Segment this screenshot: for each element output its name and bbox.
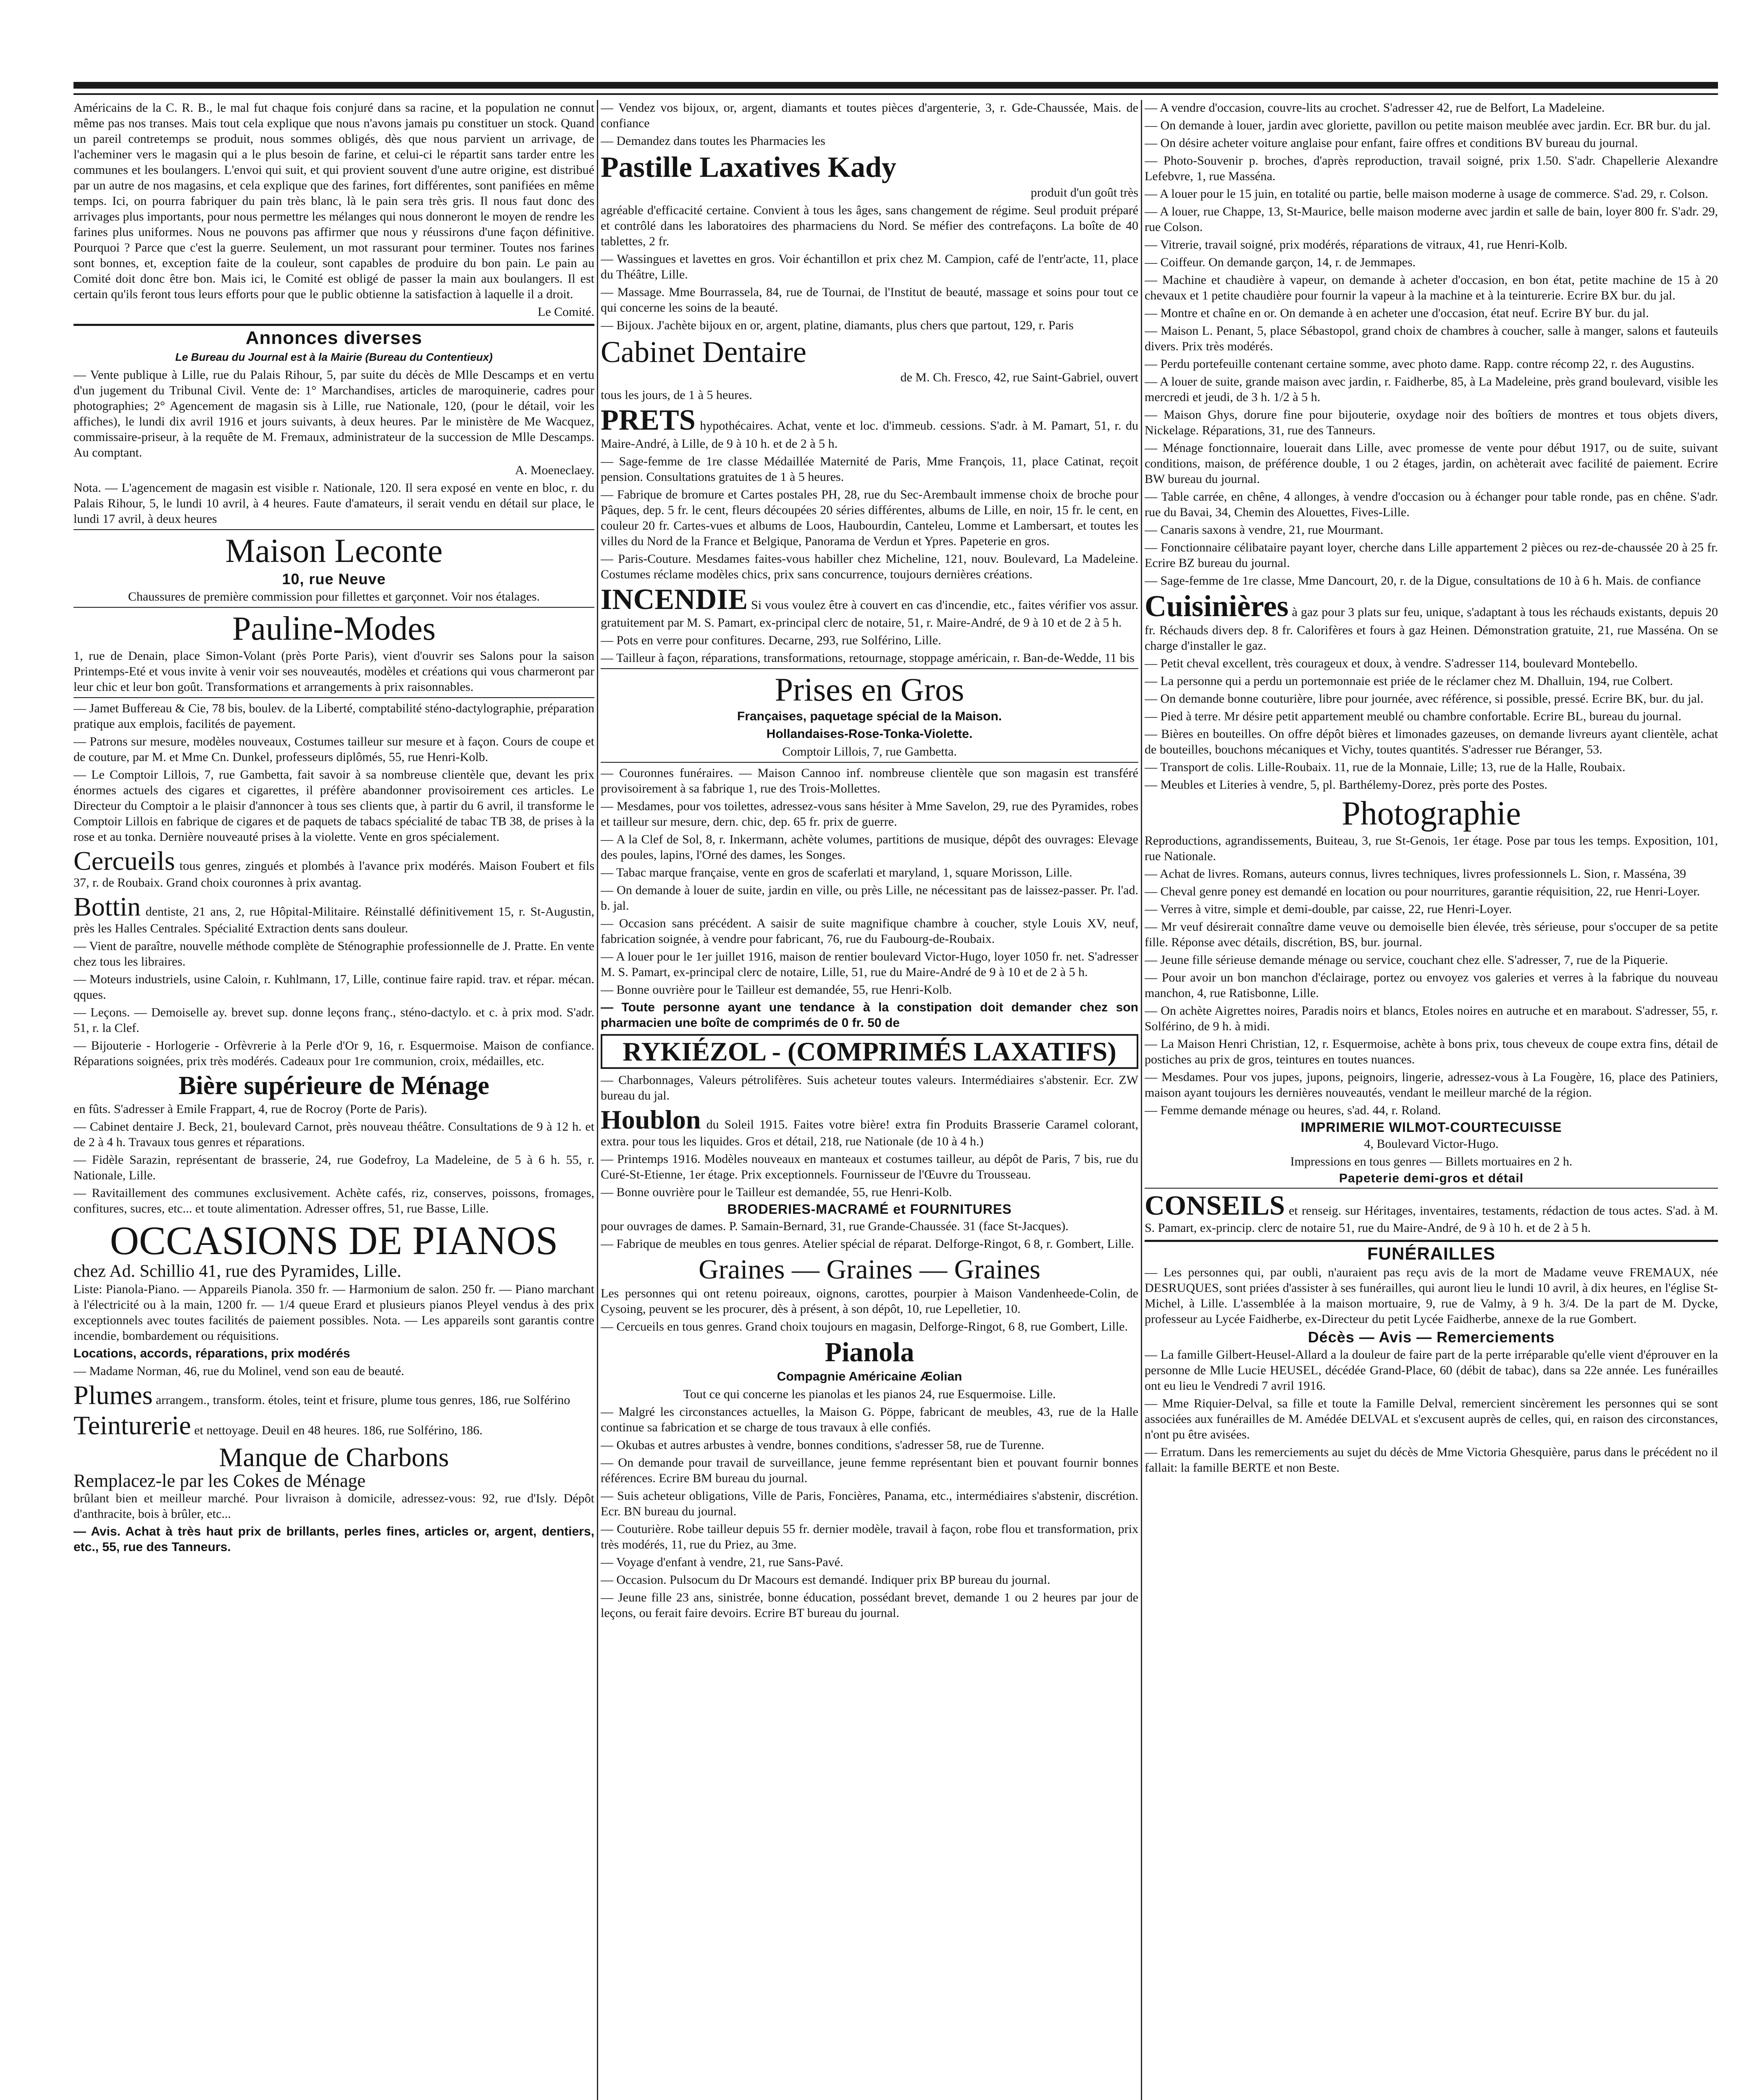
classified-ad: — A vendre d'occasion, couvre-lits au crochet. S'adresser 42, rue de Belfort, La Madeleine. [1145, 101, 1605, 115]
classified-ad: — Moteurs industriels, usine Caloin, r. Kuhlmann, 17, Lille, continue faire rapid. trav. et répar. mécan. qques. [74, 972, 594, 1002]
ads-list [601, 1151, 1138, 1200]
classified-ad: — Mr veuf désirerait connaître dame veuve ou demoiselle bien élevée, très sérieuse, pour s'occuper de sa petite fille. Réponse avec détails, discrétion, BS, bur. journal. [1145, 919, 1718, 949]
classified-ad: — A louer de suite, grande maison avec jardin, r. Faidherbe, 85, à La Madeleine, près grand boulevard, visible les mercredi et jeudi, de 3 h. 1/2 à 5 h. [1145, 375, 1718, 404]
teinturerie-text: et nettoyage. Deuil en 48 heures. 186, rue Solférino, 186. [194, 1423, 483, 1438]
classified-ad: — Ravitaillement des communes exclusivement. Achète cafés, riz, conserves, poissons, fromages, confitures, sucres, etc... et toute alimentation. Adresser offres, 51, rue Basse, Lille. [74, 1186, 594, 1216]
plumes-word: Plumes [74, 1380, 153, 1410]
classified-ad: — Le Comptoir Lillois, 7, rue Gambetta, fait savoir à sa nombreuse clientèle que, devant les prix énormes actuels des cigares et cigarettes, il préfère abandonner provisoirement ces articles. Le Directeur du Comptoir a le plaisir d'annoncer à tous ses clients que, à partir du 6 avril, il transforme le Comptoir Lillois en fabrique de cigares et de paquets de tabacs spécialité de tabac TB 38, de prises à la rose et au tonka. Dernière nouveauté prises à la violette. Vente en gros spécialement. [74, 767, 594, 844]
pianola-sub: Compagnie Américaine Æolian [777, 1369, 962, 1383]
ads-list [1145, 1347, 1718, 1475]
classified-ad: — La Maison Henri Christian, 12, r. Esquermoise, achète à bons prix, tous cheveux de coupe extra fins, détail de postiches au prix de gros, teintures en toutes nuances. [1145, 1037, 1718, 1066]
classified-ad: — Canaris saxons à vendre, 21, rue Mourmant. [1145, 523, 1384, 537]
classified-ad: — Occasion sans précédent. A saisir de suite magnifique chambre à coucher, style Louis XV, neuf, fabrication soignée, à vendre pour fabricant, 76, rue du Faubourg-de-Roubaix. [601, 916, 1138, 946]
classified-ad: — Ménage fonctionnaire, louerait dans Lille, avec promesse de vente pour début 1917, ou de suite, suivant conditions, maison, de préférence double, 1 ou 2 étages, jardin, on achèterait avec facilité de paiement. Ecrire BW bureau du journal. [1145, 441, 1718, 486]
biere-text: en fûts. S'adresser à Emile Frappart, 4, rue de Rocroy (Porte de Paris). [74, 1102, 427, 1116]
pianos-title: OCCASIONS DE PIANOS [110, 1218, 558, 1263]
ads-list [74, 1119, 594, 1216]
column-3 [1145, 100, 1718, 2100]
ads-list [601, 765, 1138, 998]
classified-ad: — Tailleur à façon, réparations, transformations, retournage, stoppage américain, r. Ban-de-Wedde, 11 bis [601, 651, 1135, 665]
teinturerie-word: Teinturerie [74, 1410, 191, 1441]
classified-ad: — Mesdames, pour vos toilettes, adressez-vous sans hésiter à Mme Savelon, 29, rue des Pyramides, robes et tailleur sur mesure, dern. chic, dep. 65 fr. prix de guerre. [601, 799, 1138, 829]
classified-ad: — Fabrique de bromure et Cartes postales PH, 28, rue du Sec-Arembault immense choix de broche pour Pâques, dep. 5 fr. le cent, fleurs découpées 20 séries différentes, albums de Lille, en noir, 15 fr. le cent, en couleur 20 fr. Cartes-vues et albums de Loos, Haubourdin, Canteleu, Lomme et Lambersart, et toutes les villes du Nord de la France et Belgique, Panorama de Verdun et Ypres. Papeterie en gros. [601, 487, 1138, 548]
cercueils-ad [74, 847, 594, 890]
cokes-line: Remplacez-le par les Cokes de Ménage [74, 1470, 366, 1491]
divider [74, 697, 594, 698]
classified-ad: — Jamet Buffereau & Cie, 78 bis, boulev. de la Liberté, comptabilité sténo-dactylographie, préparation pratique aux emplois, facilités de payement. [74, 701, 594, 731]
classified-ad: — Sage-femme de 1re classe Médaillée Maternité de Paris, Mme François, 11, place Catinat, reçoit pension. Consultations gratuites de 1 à 5 heures. [601, 454, 1138, 484]
pianos-chez: chez Ad. Schillio 41, rue des Pyramides, Lille. [74, 1262, 402, 1281]
deces-heading: Décès — Avis — Remerciements [1308, 1328, 1555, 1346]
cabinet-text: tous les jours, de 1 à 5 heures. [601, 388, 752, 402]
classified-ad: — Couronnes funéraires. — Maison Cannoo inf. nombreuse clientèle que son magasin est transféré provisoirement à sa fabrique 1, rue des Trois-Mollettes. [601, 766, 1138, 795]
leconte-text: Chaussures de première commission pour fillettes et garçonnet. Voir nos étalages. [128, 589, 540, 604]
classified-ad: — Coiffeur. On demande garçon, 14, r. de Jemmapes. [1145, 255, 1416, 269]
wilmot-title: IMPRIMERIE WILMOT-COURTECUISSE [1300, 1119, 1562, 1135]
cokes-text: brûlant bien et meilleur marché. Pour livraison à domicile, adressez-vous: 92, rue d'Isly. Dépôt d'anthracite, bois à brûler, etc... [74, 1491, 594, 1521]
divider [74, 324, 594, 326]
classified-ad: — Paris-Couture. Mesdames faites-vous habiller chez Micheline, 121, nouv. Boulevard, La Madeleine. Costumes réclame modèles chics, prix sans concurrence, toujours dernières créations. [601, 551, 1138, 581]
classified-ad: — On achète Aigrettes noires, Paradis noirs et blancs, Etoles noires en autruche et en marabout. S'adresser, 55, r. Solférino, de 9 h. à midi. [1145, 1003, 1718, 1033]
pastille-title: Pastille Laxatives Kady [601, 151, 896, 184]
classified-ad: — Cercueils en tous genres. Grand choix toujours en magasin, Delforge-Ringot, 6 8, rue Gombert, Lille. [601, 1320, 1128, 1334]
cuisinieres-ad [1145, 591, 1718, 654]
divider [601, 668, 1138, 669]
houblon-word: Houblon [601, 1105, 701, 1135]
classified-ad: — Erratum. Dans les remerciements au sujet du décès de Mme Victoria Ghesquière, parus dans le précédent no il fallait: la famille BERTE et non Beste. [1145, 1445, 1718, 1475]
column-2 [601, 100, 1138, 2100]
photo-title: Photographie [1342, 795, 1521, 832]
cabinet-title: Cabinet Dentaire [601, 335, 806, 369]
houblon-ad [601, 1105, 1138, 1149]
classified-ad: — Demandez dans toutes les Pharmacies les [601, 134, 825, 148]
cabinet-small: de M. Ch. Fresco, 42, rue Saint-Gabriel, ouvert [900, 370, 1138, 385]
classified-ad: — Pour avoir un bon manchon d'éclairage, portez ou envoyez vos galeries et verres à la fabrique du nouveau manchon, 4, rue Ratisbonne, Lille. [1145, 970, 1718, 1000]
comite-article: Américains de la C. R. B., le mal fut chaque fois conjuré dans sa racine, et la population ne connut même pas nos transes. Mais tout cela explique que nous n'avons jamais pu constituer un stock. Quand un pareil contretemps se produit, nous sommes obligés, dès que nous parvient un arrivage, de l'acheminer vers le magasin qui a le plus besoin de farine, et celui-ci le répartit sans tarder entre les communes et les boulangers. L'envoi qui suit, et qui provient souvent d'une autre origine, est distribué par un autre de nos magasins, et cela explique que des farines, fort différentes, sont panifiées en même temps. Ici, on pourra fabriquer du pain très blanc, là le pain sera très gris. Il nous faut donc des arrivages plus importants, pour nous permettre les mélanges qui nous donneront le moyen de rendre les farines plus uniformes. Nous ne pouvons pas affirmer que nous y réussirons d'une façon définitive. Pourquoi ? Parce que c'est la guerre. Seulement, un mot rassurant pour terminer. Toutes nos farines sont bonnes, et, exception faite de la couleur, sont capables de produire du bon pain. Le pain au Comité doit donc être bon. Mais ici, le Comité est obligé de passer la main aux boulangers. Il est certain qu'ils feront tous leurs efforts pour que le public obtienne la satisfaction à laquelle il a droit. [74, 101, 594, 301]
divider [74, 529, 594, 530]
funerailles-text: — Les personnes qui, par oubli, n'auraient pas reçu avis de la mort de Madame veuve FREMAUX, née DESRUQUES, sont priées d'assister à ses funérailles, qui auront lieu le lundi 10 avril, à dix heures, en l'église St-Michel, à Lille. L'assemblée à la maison mortuaire, 9, rue de Valmy, à 9 h. 3/4. De la part de M. Dycke, professeur au Lycée Faidherbe, ex-Directeur du petit Lycée Faidherbe, annexe de la rue Gombert. [1145, 1265, 1718, 1326]
prets-ad [601, 405, 1138, 452]
ads-list [601, 1319, 1138, 1334]
vente-signature: A. Moeneclaey. [515, 463, 594, 478]
ads-list [601, 1236, 1138, 1252]
leconte-address: 10, rue Neuve [282, 570, 386, 588]
leconte-title: Maison Leconte [225, 533, 443, 570]
classified-ad: — On désire acheter voiture anglaise pour enfant, faire offres et conditions BV bureau du journal. [1145, 136, 1638, 150]
cercueils-word: Cercueils [74, 845, 175, 876]
classified-ad: — Printemps 1916. Modèles nouveaux en manteaux et costumes tailleur, au dépôt de Paris, 7 bis, rue du Curé-St-Etienne, 1er étage. Prix exceptionnels. Fournisseur de l'Œuvre du Trousseau. [601, 1152, 1138, 1182]
pianola-title: Pianola [825, 1337, 914, 1368]
classified-ad: — Vitrerie, travail soigné, prix modérés, réparations de vitraux, 41, rue Henri-Kolb. [1145, 238, 1568, 252]
ads-list [601, 1072, 1138, 1103]
column-rule [1141, 100, 1142, 2100]
funerailles-heading: FUNÉRAILLES [1367, 1243, 1495, 1263]
classified-ad: — On demande pour travail de surveillance, jeune femme représentant bien et pouvant fournir bonnes références. Ecrire BM bureau du journal. [601, 1455, 1138, 1485]
classified-ad: — Bières en bouteilles. On offre dépôt bières et limonades gazeuses, on demande livreurs ayant clientèle, achat de bouteilles, bouchons mécaniques et Vichy, toutes quantités. S'adresser rue Béranger, 53. [1145, 727, 1718, 756]
achat-ad: — Avis. Achat à très haut prix de brillants, perles fines, articles or, argent, dentiers, etc., 55, rue des Tanneurs. [74, 1524, 594, 1554]
divider [74, 607, 594, 608]
annonces-heading: Annonces diverses [245, 328, 423, 348]
classified-ad: — A louer pour le 1er juillet 1916, maison de rentier boulevard Victor-Hugo, loyer 1050 fr. net. S'adresser M. S. Pamart, ex-principal clerc de notaire, Lille, 51, rue du Maire-André de 9 à 10 et de 2 à 5 h. [601, 949, 1138, 979]
conseils-word: CONSEILS [1145, 1190, 1285, 1221]
classified-ad: — Cabinet dentaire J. Beck, 21, boulevard Carnot, près nouveau théâtre. Consultations de 9 à 12 h. et de 2 à 4 h. Travaux tous genres et réparations. [74, 1120, 594, 1150]
classified-ad: — Meubles et Literies à vendre, 5, pl. Barthélemy-Dorez, près porte des Postes. [1145, 777, 1547, 792]
photo-text: Reproductions, agrandissements, Buiteau, 3, rue St-Genois, 1er étage. Pose par tous les temps. Exposition, 101, rue Nationale. [1145, 833, 1718, 863]
prets-word: PRETS [601, 404, 696, 437]
ads-list [601, 100, 1138, 149]
graines-text: Les personnes qui ont retenu poireaux, oignons, carottes, pourpier à Maison Vandenheede-Colin, de Cysoing, peuvent se les procurer, dès à présent, à son dépôt, 10, rue Lepelletier, 10. [601, 1286, 1138, 1316]
classified-ad: — Mme Riquier-Delval, sa fille et toute la Famille Delval, remercient sincèrement les personnes qui se sont associées aux funérailles de M. Amédée DELVAL et s'excusent auprès de celles, qui, en raison des circonstances, n'ont pu être avisées. [1145, 1396, 1718, 1441]
nota-ad: Nota. — L'agencement de magasin est visible r. Nationale, 120. Il sera exposé en vente en bloc, r. du Palais Rihour, 5, le lundi 10 avril, à 4 heures. Faute d'amateurs, il serait vendu en détail sur place, le lundi 17 avril, à deux heures [74, 481, 594, 526]
wilmot-addr: 4, Boulevard Victor-Hugo. [1364, 1137, 1499, 1151]
houblon-text: du Soleil 1915. Faites votre bière! extra fin Produits Brasserie Caramel colorant, extra. pour tous les liquides. Gros et détail, 218, rue Nationale (de 10 à 4 h.) [601, 1118, 1138, 1149]
prises-line1: Françaises, paquetage spécial de la Maison. [737, 709, 1002, 723]
classified-ad: — Pots en verre pour confitures. Decarne, 293, rue Solférino, Lille. [601, 633, 941, 648]
incendie-word: INCENDIE [601, 583, 748, 616]
bureau-line: Le Bureau du Journal est à la Mairie (Bureau du Contentieux) [175, 351, 493, 364]
classified-ad: — Sage-femme de 1re classe, Mme Dancourt, 20, r. de la Digue, consultations de 10 à 6 h. Mais. de confiance [1145, 574, 1701, 588]
pauline-text: 1, rue de Denain, place Simon-Volant (près Porte Paris), vient d'ouvrir ses Salons pour la saison Printemps-Eté et vous invite à venir voir ses nouveautés, modèles et créations qui vous charmeront par leur chic et leur bon goût. Transformations et arrangements à prix raisonnables. [74, 648, 594, 694]
column-rule [597, 100, 598, 2100]
pastille-small: produit d'un goût très [1030, 185, 1138, 200]
conseils-text: et renseig. sur Héritages, inventaires, testaments, rédaction de tous actes. S'ad. à M. S. Pamart, ex-princip. clerc de notaire 51, rue du Maire-André, de 9 à 10 h. et de 2 à 5 h. [1145, 1203, 1718, 1235]
classified-ad: — Achat de livres. Romans, auteurs connus, livres techniques, livres professionnels L. Sion, r. Masséna, 39 [1145, 866, 1686, 881]
teinturerie-ad [74, 1411, 594, 1439]
pauline-title: Pauline-Modes [232, 610, 436, 647]
cercueils-text: tous genres, zingués et plombés à l'avance prix modérés. Maison Foubert et fils 37, r. de Roubaix. Grand choix couronnes à prix avantag. [74, 858, 594, 890]
ads-list [1145, 866, 1718, 1118]
ads-list [1145, 656, 1718, 793]
ads-list [601, 1404, 1138, 1621]
wilmot-text: Impressions en tous genres — Billets mortuaires en 2 h. [1290, 1155, 1573, 1169]
column-1 [74, 100, 594, 2100]
classified-ad: — Fidèle Sarazin, représentant de brasserie, 24, rue Godefroy, La Madeleine, de 5 à 6 h. 55, r. Nationale, Lille. [74, 1153, 594, 1183]
classified-ad: — Fonctionnaire célibataire payant loyer, cherche dans Lille appartement 2 pièces ou rez-de-chaussée 20 à 25 fr. Ecrire BZ bureau du journal. [1145, 541, 1718, 570]
ads-list [601, 633, 1138, 666]
classified-ad: — Malgré les circonstances actuelles, la Maison G. Pöppe, fabricant de meubles, 43, rue de la Halle continue sa fabrication et se charge de tous travaux à elle confiés. [601, 1404, 1138, 1434]
classified-ad: — Maison L. Penant, 5, place Sébastopol, grand choix de chambres à coucher, salle à manger, salons et fauteuils divers. Prix très modérés. [1145, 324, 1718, 353]
divider [1145, 1240, 1718, 1242]
classified-ad: — A louer, rue Chappe, 13, St-Maurice, belle maison moderne avec jardin et salle de bain, loyer 800 fr. S'adr. 29, rue Colson. [1145, 205, 1718, 234]
classified-ad: — On demande bonne couturière, libre pour journée, avec référence, si possible, pressé. Ecrire BK, bur. du jal. [1145, 691, 1704, 706]
cuisinieres-word: Cuisinières [1145, 589, 1289, 623]
plumes-text: arrangem., transform. étoles, teint et frisure, plume tous genres, 186, rue Solférino [155, 1393, 570, 1407]
classified-ad: — Occasion. Pulsocum du Dr Macours est demandé. Indiquer prix BP bureau du journal. [601, 1572, 1051, 1587]
constipation-ad: — Toute personne ayant une tendance à la constipation doit demander chez son pharmacien une boîte de comprimés de 0 fr. 50 de [601, 1000, 1138, 1030]
classified-ad: — Wassingues et lavettes en gros. Voir échantillon et prix chez M. Campion, café de l'entr'acte, 11, place du Théâtre, Lille. [601, 252, 1138, 281]
ads-list [74, 938, 594, 1069]
ads-list [601, 454, 1138, 582]
pianola-text: Tout ce qui concerne les pianolas et les pianos 24, rue Esquermoise. Lille. [683, 1387, 1056, 1401]
classified-ad: — Bijoux. J'achète bijoux en or, argent, platine, diamants, plus chers que partout, 129, r. Paris [601, 318, 1074, 332]
classified-ad: — Patrons sur mesure, modèles nouveaux, Costumes tailleur sur mesure et à façon. Cours de coupe et de couture, par M. et Mme Cn. Dunkel, professeurs diplômés, 55, rue Henri-Kolb. [74, 734, 594, 764]
classified-ad: — Tabac marque française, vente en gros de scaferlati et maryland, 1, square Morisson, Lille. [601, 865, 1072, 879]
rykiezol-title: RYKIÉZOL - (COMPRIMÉS LAXATIFS) [601, 1034, 1138, 1069]
broderies-text: pour ouvrages de dames. P. Samain-Bernard, 31, rue Grande-Chaussée. 31 (face St-Jacques). [601, 1219, 1069, 1233]
classified-ad: — Bijouterie - Horlogerie - Orfèvrerie à la Perle d'Or 9, 16, r. Esquermoise. Maison de confiance. Réparations soignées, prix très modérés. Cadeaux pour 1re communion, croix, médailles, etc. [74, 1039, 594, 1068]
divider [601, 762, 1138, 763]
classified-ad: — Cheval genre poney est demandé en location ou pour nourritures, garantie réquisition, 22, rue Henri-Loyer. [1145, 884, 1700, 898]
norman-ad: — Madame Norman, 46, rue du Molinel, vend son eau de beauté. [74, 1364, 405, 1378]
classified-ad: — Fabrique de meubles en tous genres. Atelier spécial de réparat. Delforge-Ringot, 6 8, r. Gombert, Lille. [601, 1236, 1134, 1251]
classified-ad: — Photo-Souvenir p. broches, d'après reproduction, travail soigné, prix 1.50. S'adr. Chapellerie Alexandre Lefebvre, 1, rue Masséna. [1145, 154, 1718, 183]
classified-ad: — Charbonnages, Valeurs pétrolifères. Suis acheteur toutes valeurs. Intermédiaires s'abstenir. Ecr. ZW bureau du jal. [601, 1073, 1138, 1103]
pianos-text: Liste: Pianola-Piano. — Appareils Pianola. 350 fr. — Harmonium de salon. 250 fr. — Piano marchant à l'électricité ou à la main, 1200 fr. — 1/4 queue Erard et plusieurs pianos Pleyel vendus à des prix exceptionnels avec toutes facilités de paiement possibles. Nota. — Les appareils sont garantis contre incendie, bombardement ou réquisitions. [74, 1282, 594, 1343]
classified-ad: — Petit cheval excellent, très courageux et doux, à vendre. S'adresser 114, boulevard Montebello. [1145, 656, 1638, 670]
classified-ad: — On demande à louer de suite, jardin en ville, ou près Lille, ne nécessitant pas de laissez-passer. Pr. l'ad. b. jal. [601, 883, 1138, 913]
ads-list [74, 701, 594, 845]
biere-title: Bière supérieure de Ménage [179, 1071, 489, 1100]
classified-ad: — Transport de colis. Lille-Roubaix. 11, rue de la Monnaie, Lille; 13, rue de la Halle, Roubaix. [1145, 760, 1626, 774]
bottin-text: dentiste, 21 ans, 2, rue Hôpital-Militaire. Réinstallé définitivement 15, r. St-Augustin, près les Halles Centrales. Spécialité Extraction dents sans douleur. [74, 905, 594, 936]
prets-text: hypothécaires. Achat, vente et loc. d'immeub. cessions. S'adr. à M. Pamart, 51, r. du Maire-André, à Lille, de 9 à 10 h. et de 2 à 5 h. [601, 419, 1138, 451]
charbons-title: Manque de Charbons [219, 1442, 449, 1472]
locations-line: Locations, accords, réparations, prix modérés [74, 1347, 350, 1361]
vente-ad: — Vente publique à Lille, rue du Palais Rihour, 5, par suite du décès de Mlle Descamps et en vertu d'un jugement du Tribunal Civil. Vente de: 1° Marchandises, articles de maroquinerie, cadres pour photographies; 2° Agencement de magasin sis à Lille, rue Nationale, 120, (pour le détail, voir les affiches), le lundi dix avril 1916 et jours suivants, à deux heures. Par le ministère de Me Wacquez, commissaire-priseur, à la requête de M. Fremaux, administrateur de la succession de Mlle Descamps. Au comptant. [74, 368, 594, 460]
incendie-ad [601, 584, 1138, 631]
classified-ad: — Leçons. — Demoiselle ay. brevet sup. donne leçons franç., sténo-dactylo. et c. à prix mod. S'adr. 51, r. la Clef. [74, 1005, 594, 1035]
comite-signature: Le Comité. [538, 305, 594, 319]
cuisinieres-text: à gaz pour 3 plats sur feu, unique, s'adaptant à tous les réchauds existants, depuis 20 fr. Réchauds divers dep. 8 fr. Calorifères et fours à gaz Heinen. Démonstration gratuite, 21, rue Masséna. On se charge d'installer le gaz. [1145, 605, 1718, 653]
classified-ad: — A la Clef de Sol, 8, r. Inkermann, achète volumes, partitions de musique, dépôt des ouvrages: Elevage des poules, lapins, l'Orné des dames, les Songes. [601, 832, 1138, 862]
classified-ad: — Voyage d'enfant à vendre, 21, rue Sans-Pavé. [601, 1555, 843, 1569]
classified-ad: — La famille Gilbert-Heusel-Allard a la douleur de faire part de la perte irréparable qu'elle vient d'éprouver en la personne de Mlle Lucie HEUSEL, décédée Grand-Place, 60 (débit de tabac), dans sa 22e année. Les funérailles ont eu lieu le Vendredi 7 avril 1916. [1145, 1347, 1718, 1393]
top-rule [74, 82, 1718, 89]
prises-line3: Comptoir Lillois, 7, rue Gambetta. [782, 744, 957, 759]
top-rule-thin [74, 93, 1718, 95]
classified-ad: — Maison Ghys, dorure fine pour bijouterie, oxydage noir des boîtiers de montres et tous objets divers, Nickelage. Réparations, 31, rue des Tanneurs. [1145, 408, 1718, 437]
classified-ad: — Okubas et autres arbustes à vendre, bonnes conditions, s'adresser 58, rue de Turenne. [601, 1438, 1044, 1452]
classified-ad: — Couturière. Robe tailleur depuis 55 fr. dernier modèle, travail à façon, robe flou et transformation, prix très modérés, 11, rue du Priez, au 3me. [601, 1522, 1138, 1551]
papeterie-line: Papeterie demi-gros et détail [1339, 1171, 1524, 1186]
divider [1145, 1188, 1718, 1189]
plumes-ad [74, 1381, 594, 1409]
classified-ad: — Massage. Mme Bourrassela, 84, rue de Tournai, de l'Institut de beauté, massage et soins pour tout ce qui concerne les soins de la beauté. [601, 285, 1138, 315]
classified-ad: — A louer pour le 15 juin, en totalité ou partie, belle maison moderne à usage de commerce. S'ad. 29, r. Colson. [1145, 187, 1708, 201]
classified-ad: — Jeune fille 23 ans, sinistrée, bonne éducation, possédant brevet, demande 1 ou 2 heures par jour de leçons, ou ferait faire devoirs. Ecrire BT bureau du journal. [601, 1590, 1138, 1620]
classified-ad: — Vendez vos bijoux, or, argent, diamants et toutes pièces d'argenterie, 3, r. Gde-Chaussée, Mais. de confiance [601, 101, 1138, 130]
bottin-ad [74, 892, 594, 936]
classified-ad: — Femme demande ménage ou heures, s'ad. 44, r. Roland. [1145, 1103, 1441, 1117]
classified-ad: — Montre et chaîne en or. On demande à en acheter une d'occasion, état neuf. Ecrire BY bur. du jal. [1145, 306, 1649, 320]
classified-ad: — Table carrée, en chêne, 4 allonges, à vendre d'occasion ou à échanger pour table ronde, pas en chêne. S'adr. rue du Bavai, 34, Chemin des Alouettes, Fives-Lille. [1145, 490, 1718, 519]
graines-title: Graines — Graines — Graines [699, 1254, 1040, 1285]
bottin-word: Bottin [74, 892, 141, 922]
classified-ad: — Machine et chaudière à vapeur, on demande à acheter d'occasion, en bon état, petite machine de 15 à 20 chevaux et 1 petite chaudière pour fournir la vapeur à la machine et à la teinturerie. Ecrire BX bur. du jal. [1145, 273, 1718, 302]
conseils-ad [1145, 1191, 1718, 1236]
prises-title: Prises en Gros [775, 671, 964, 708]
classified-ad: — Vient de paraître, nouvelle méthode complète de Sténographie professionnelle de J. Pratte. En vente chez tous les libraires. [74, 939, 594, 969]
prises-line2: Hollandaises-Rose-Tonka-Violette. [766, 727, 973, 741]
classified-ad: — Verres à vitre, simple et demi-double, par caisse, 22, rue Henri-Loyer. [1145, 902, 1512, 916]
incendie-text: Si vous voulez être à couvert en cas d'incendie, etc., faites vérifier vos assur. gratuitement par M. S. Pamart, ex-principal clerc de notaire, 51, r. Maire-André, de 9 à 10 et de 2 à 5 h. [601, 598, 1138, 630]
classified-ad: — Bonne ouvrière pour le Tailleur est demandée, 55, rue Henri-Kolb. [601, 1185, 952, 1200]
pastille-text: agréable d'efficacité certaine. Convient à tous les âges, sans changement de régime. Seul produit préparé et contrôlé dans les laboratoires des pharmaciens du Nord. Se méfier des contrefaçons. La boîte de 40 tablettes, 2 fr. [601, 203, 1138, 248]
classified-ad: — Bonne ouvrière pour le Tailleur est demandée, 55, rue Henri-Kolb. [601, 982, 952, 997]
classified-ad: — Mesdames. Pour vos jupes, jupons, peignoirs, lingerie, adressez-vous à La Fougère, 16, place des Patiniers, maison ayant toujours les dernières nouveautés, vendant le meilleur marché de la région. [1145, 1070, 1718, 1100]
classified-ad: — Perdu portefeuille contenant certaine somme, avec photo dame. Rapp. contre récomp 22, r. des Augustins. [1145, 357, 1694, 371]
classified-ad: — On demande à louer, jardin avec gloriette, pavillon ou petite maison meublée avec jardin. Ecr. BR bur. du jal. [1145, 118, 1711, 132]
classified-ad: — La personne qui a perdu un portemonnaie est priée de le réclamer chez M. Dhalluin, 194, rue Colbert. [1145, 674, 1673, 688]
classified-ad: — Suis acheteur obligations, Ville de Paris, Foncières, Panama, etc., intermédiaires s'abstenir, discrétion. Ecr. BN bureau du journal. [601, 1488, 1138, 1518]
ads-list [1145, 100, 1718, 588]
classified-ad: — Jeune fille sérieuse demande ménage ou service, couchant chez elle. S'adresser, 7, rue de la Piquerie. [1145, 953, 1668, 967]
ads-list [601, 251, 1138, 333]
broderies-title: BRODERIES-MACRAMÉ et FOURNITURES [727, 1202, 1012, 1217]
classified-ad: — Pied à terre. Mr désire petit appartement meublé ou chambre confortable. Ecrire BL, bureau du journal. [1145, 709, 1681, 723]
